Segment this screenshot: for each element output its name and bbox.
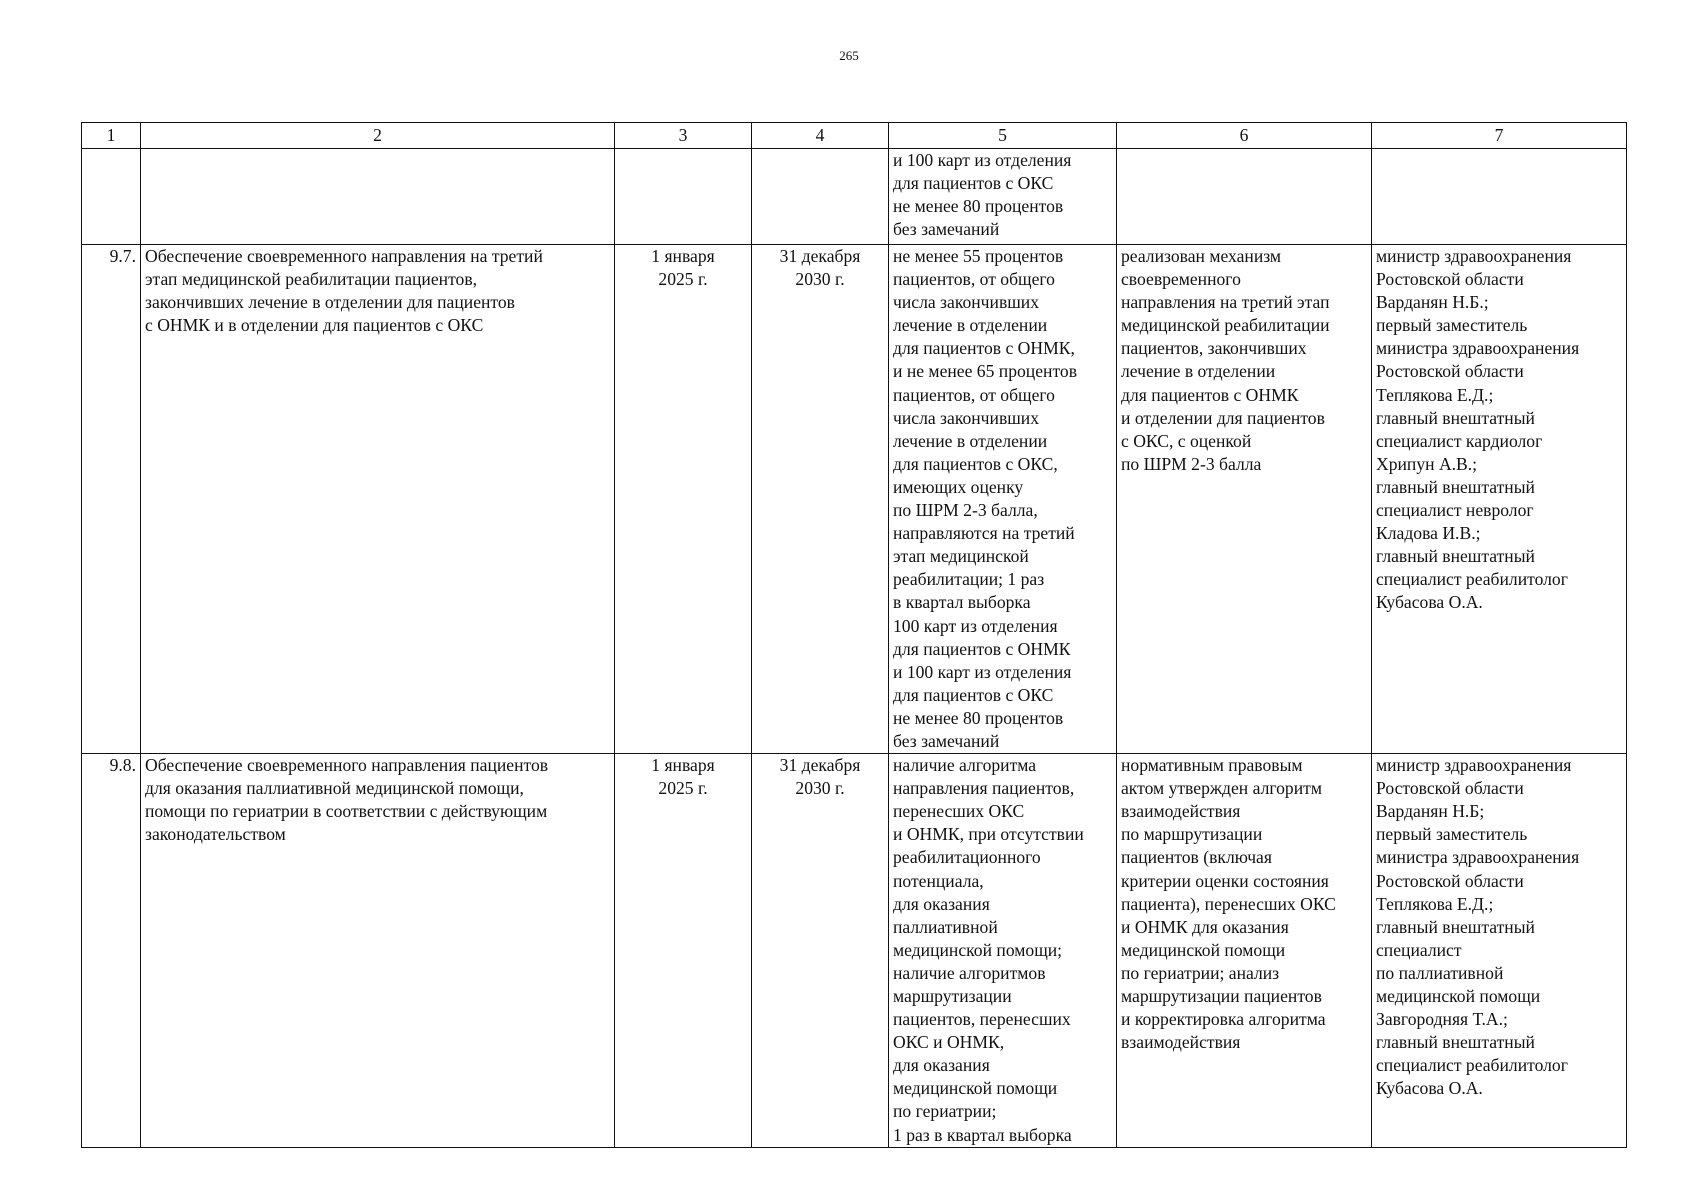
indicator-cell: и 100 карт из отделения для пациентов с ОКС не менее 80 процентов без замечаний <box>889 149 1117 245</box>
indicator-cell: наличие алгоритма направления пациентов, перенесших ОКС и ОНМК, при отсутствии реабилитационного потенциала, для оказания паллиативной медицинской помощи; наличие алгоритмов маршрутизации пациентов, перенесших ОКС и ОНМК, для оказания медицинской помощи по гериатрии; 1 раз в квартал выборка <box>889 754 1117 1148</box>
column-header: 6 <box>1117 123 1372 149</box>
start-date-cell <box>615 149 752 245</box>
result-cell: нормативным правовым актом утвержден алгоритм взаимодействия по маршрутизации пациентов (включая критерии оценки состояния пациента), перенесших ОКС и ОНМК для оказания медицинской помощи по гериатрии; анализ маршрутизации пациентов и корректировка алгоритма взаимодействия <box>1117 754 1372 1148</box>
start-date-cell: 1 января 2025 г. <box>615 754 752 1148</box>
row-number-cell: 9.8. <box>82 754 141 1148</box>
column-header: 7 <box>1372 123 1627 149</box>
header-row <box>82 123 1627 149</box>
table-row-9-7 <box>82 245 1627 754</box>
row-number-cell: 9.7. <box>82 245 141 754</box>
column-header: 3 <box>615 123 752 149</box>
end-date-cell: 31 декабря 2030 г. <box>752 754 889 1148</box>
table-row-continuation <box>82 149 1627 245</box>
table-row-9-8 <box>82 754 1627 1148</box>
result-cell: реализован механизм своевременного направления на третий этап медицинской реабилитации пациентов, закончивших лечение в отделении для пациентов с ОНМК и отделении для пациентов с ОКС, с оценкой по ШРМ 2-3 балла <box>1117 245 1372 754</box>
responsible-cell <box>1372 149 1627 245</box>
task-cell: Обеспечение своевременного направления на третий этап медицинской реабилитации пациентов, закончивших лечение в отделении для пациентов с ОНМК и в отделении для пациентов с ОКС <box>141 245 615 754</box>
indicator-cell: не менее 55 процентов пациентов, от общего числа закончивших лечение в отделении для пациентов с ОНМК, и не менее 65 процентов пациентов, от общего числа закончивших лечение в отделении для пациентов с ОКС, имеющих оценку по ШРМ 2-3 балла, направляются на третий этап медицинской реабилитации; 1 раз в квартал выборка 100 карт из отделения для пациентов с ОНМК и 100 карт из отделения для пациентов с ОКС не менее 80 процентов без замечаний <box>889 245 1117 754</box>
task-cell <box>141 149 615 245</box>
column-header: 5 <box>889 123 1117 149</box>
column-header: 2 <box>141 123 615 149</box>
column-header: 4 <box>752 123 889 149</box>
end-date-cell: 31 декабря 2030 г. <box>752 245 889 754</box>
page-number: 265 <box>839 48 859 63</box>
start-date-cell: 1 января 2025 г. <box>615 245 752 754</box>
plan-table <box>81 122 1627 1148</box>
end-date-cell <box>752 149 889 245</box>
result-cell <box>1117 149 1372 245</box>
task-cell: Обеспечение своевременного направления пациентов для оказания паллиативной медицинской помощи, помощи по гериатрии в соответствии с действующим законодательством <box>141 754 615 1148</box>
responsible-cell: министр здравоохранения Ростовской области Варданян Н.Б.; первый заместитель министра здравоохранения Ростовской области Теплякова Е.Д.; главный внештатный специалист кардиолог Хрипун А.В.; главный внештатный специалист невролог Кладова И.В.; главный внештатный специалист реабилитолог Кубасова О.А. <box>1372 245 1627 754</box>
column-header: 1 <box>82 123 141 149</box>
row-number-cell <box>82 149 141 245</box>
responsible-cell: министр здравоохранения Ростовской области Варданян Н.Б; первый заместитель министра здравоохранения Ростовской области Теплякова Е.Д.; главный внештатный специалист по паллиативной медицинской помощи Завгородняя Т.А.; главный внештатный специалист реабилитолог Кубасова О.А. <box>1372 754 1627 1148</box>
